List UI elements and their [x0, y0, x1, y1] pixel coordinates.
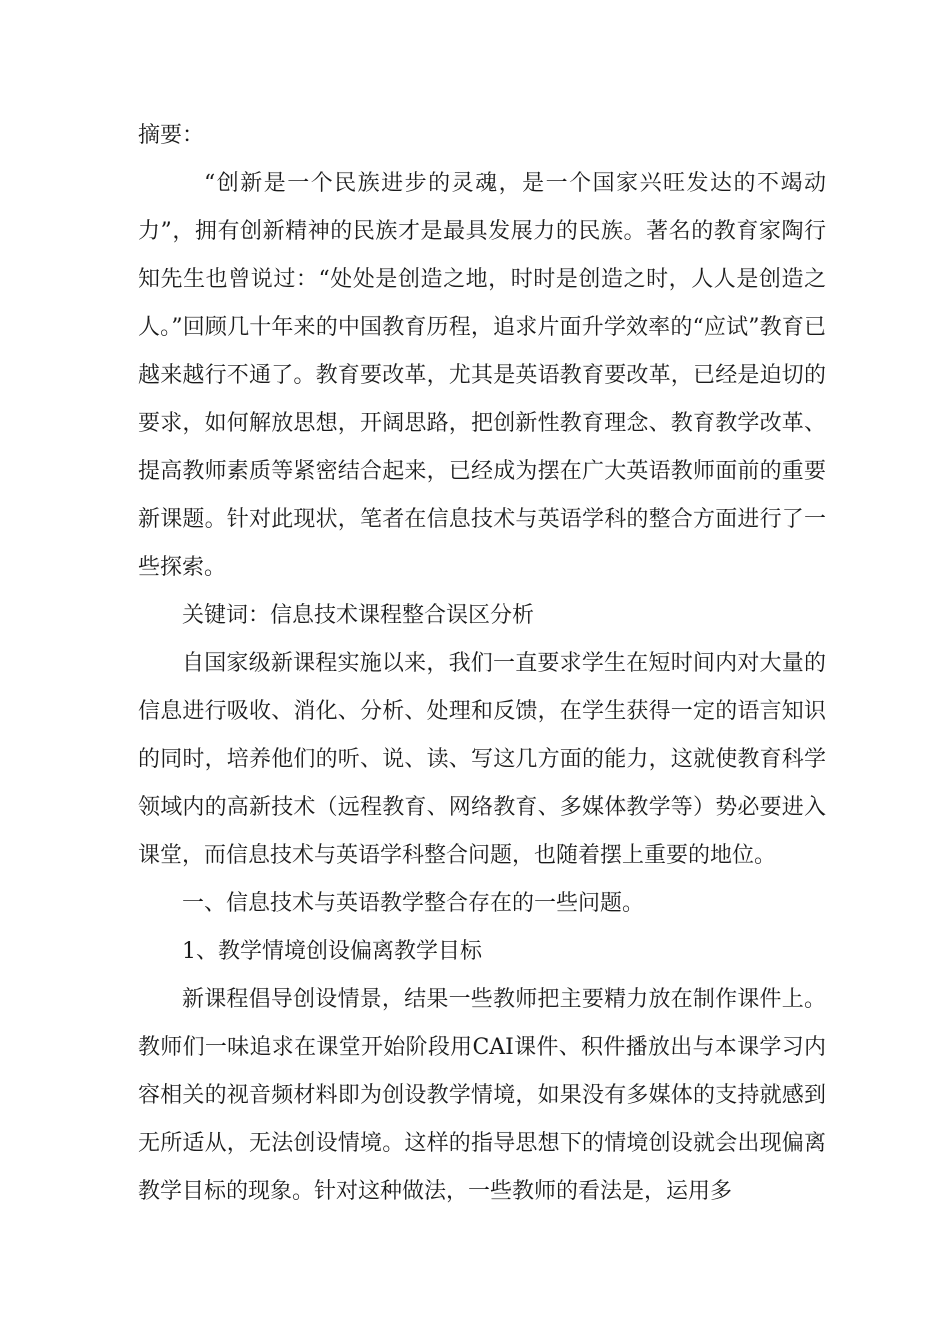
document-page	[138, 112, 826, 1216]
keywords-line: 关键词：信息技术课程整合误区分析	[182, 603, 535, 628]
abstract-paragraph: “创新是一个民族进步的灵魂，是一个国家兴旺发达的不竭动力”，拥有创新精神的民族才是最具发展力的民族。著名的教育家陶行知先生也曾说过：“处处是创造之地，时时是创造之时，人人是创造之人。”回顾几十年来的中国教育历程，追求片面升学效率的“应试”教育已越来越行不通了。教育要改革，尤其是英语教育要改革，已经是迫切的要求，如何解放思想，开阔思路，把创新性教育理念、教育教学改革、提高教师素质等紧密结合起来，已经成为摆在广大英语教师面前的重要新课题。针对此现状，笔者在信息技术与英语学科的整合方面进行了一些探索。	[138, 171, 826, 580]
subsection-heading: 1、教学情境创设偏离教学目标	[182, 939, 482, 964]
section-heading: 一、信息技术与英语教学整合存在的一些问题。	[182, 891, 645, 916]
intro-paragraph: 自国家级新课程实施以来，我们一直要求学生在短时间内对大量的信息进行吸收、消化、分析、处理和反馈，在学生获得一定的语言知识的同时，培养他们的听、说、读、写这几方面的能力，这就使教育科学领域内的高新技术（远程教育、网络教育、多媒体教学等）势必要进入课堂，而信息技术与英语学科整合问题，也随着摆上重要的地位。	[138, 651, 826, 868]
subsection-paragraph: 新课程倡导创设情景，结果一些教师把主要精力放在制作课件上。教师们一味追求在课堂开始阶段用CAI课件、积件播放出与本课学习内容相关的视音频材料即为创设教学情境，如果没有多媒体的支持就感到无所适从，无法创设情境。这样的指导思想下的情境创设就会出现偏离教学目标的现象。针对这种做法，一些教师的看法是，运用多	[138, 987, 826, 1204]
abstract-heading: 摘要：	[138, 123, 205, 148]
